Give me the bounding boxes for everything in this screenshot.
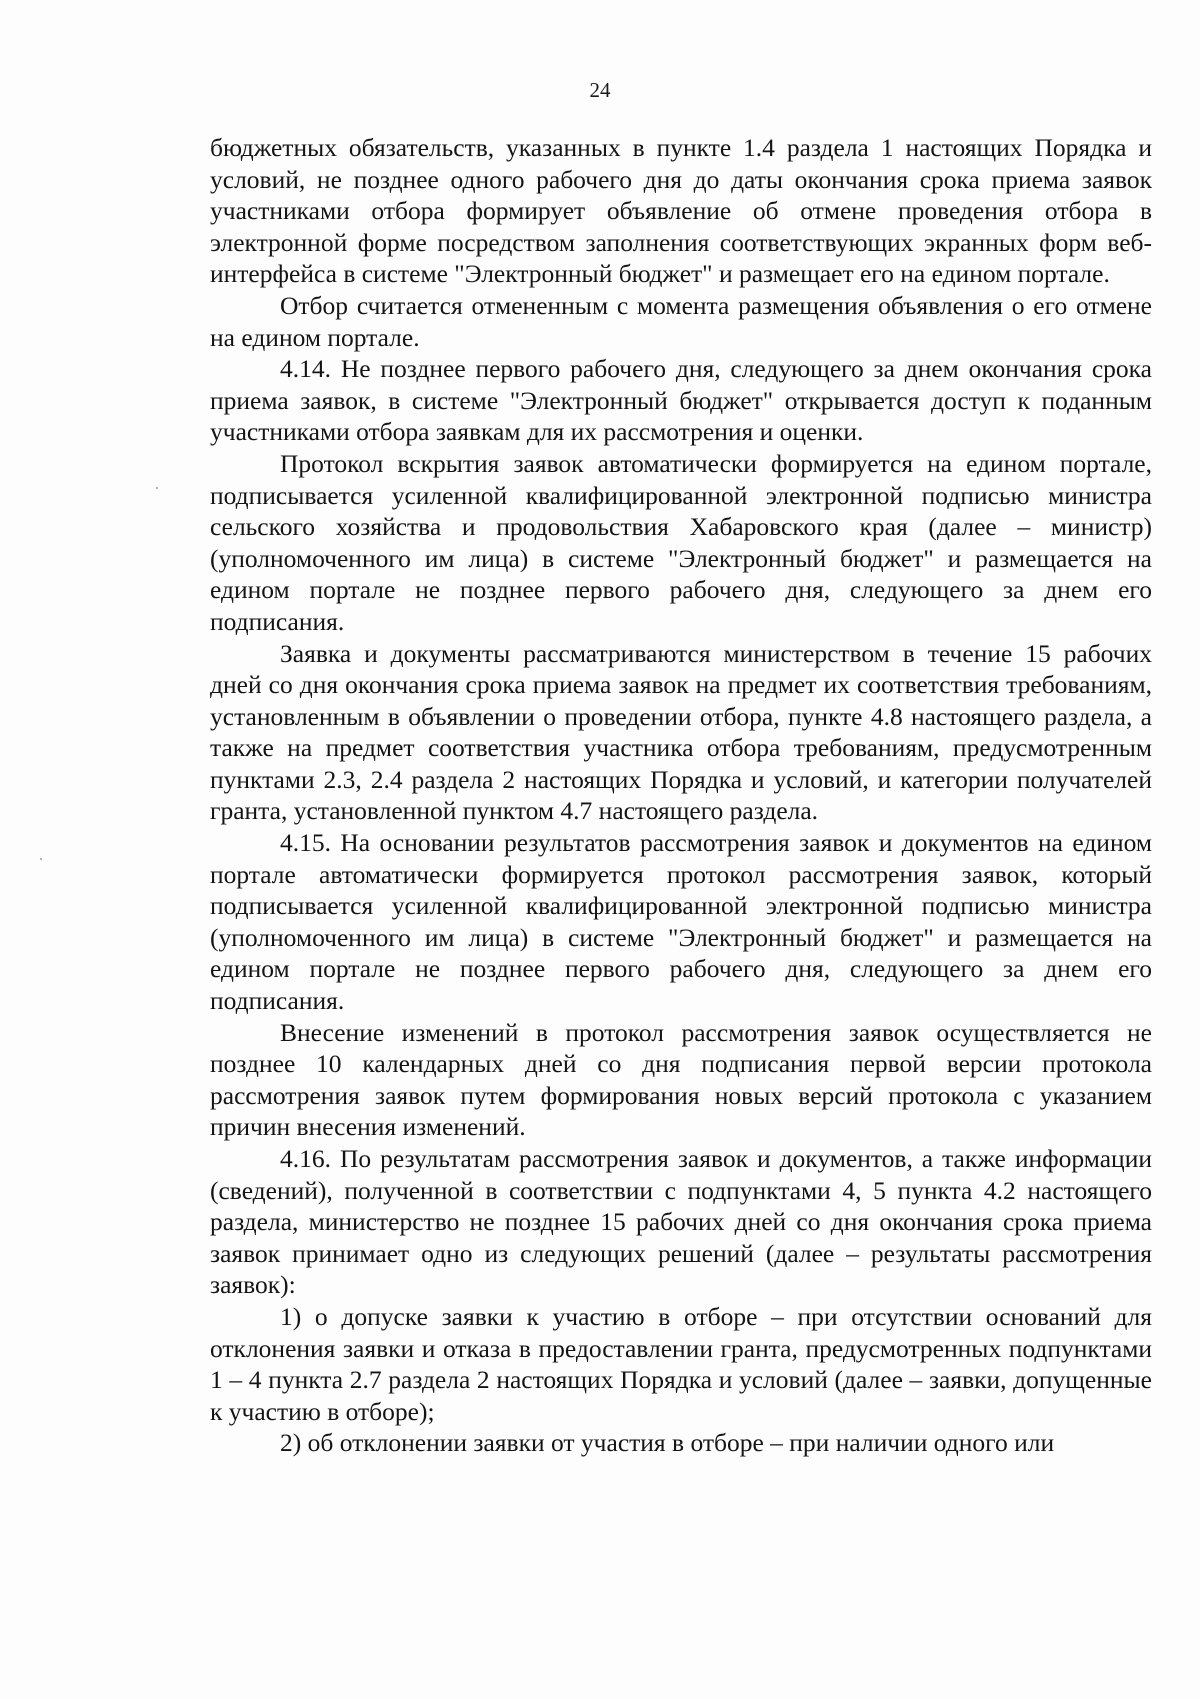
paragraph-review-period: Заявка и документы рассматриваются министерством в течение 15 рабочих дней со дня окончания срока приема заявок на предмет их соответствия требованиям, установленным в объявлении о проведении отбора, пункте 4.8 настоящего раздела, а также на предмет соответствия участника отбора требованиям, предусмотренным пунктами 2.3, 2.4 раздела 2 настоящих Порядка и условий, и категории получателей гранта, установленной пунктом 4.7 настоящего раздела. [210,638,1152,826]
list-item-rejection: 2) об отклонении заявки от участия в отборе – при наличии одного или [280,1428,1055,1458]
document-body [210,132,1152,1459]
page-number: 24 [589,78,611,102]
paragraph-continuation: бюджетных обязательств, указанных в пункте 1.4 раздела 1 настоящих Порядка и условий, не позднее одного рабочего дня до даты окончания срока приема заявок участниками отбора формирует объявление об отмене проведения отбора в электронной форме посредством заполнения соответствующих экранных форм веб-интерфейса в системе "Электронный бюджет" и размещает его на едином портале. [210,133,1152,289]
paragraph-clause-4-16: 4.16. По результатам рассмотрения заявок и документов, а также информации (сведений), полученной в соответствии с подпунктами 4, 5 пункта 4.2 настоящего раздела, министерство не позднее 15 рабочих дней со дня окончания срока приема заявок принимает одно из следующих решений (далее – результаты рассмотрения заявок): [210,1144,1152,1300]
scan-artifact [156,487,158,489]
paragraph-opening-protocol: Протокол вскрытия заявок автоматически формируется на едином портале, подписывается усиленной квалифицированной электронной подписью министра сельского хозяйства и продовольствия Хабаровского края (далее – министр) (уполномоченного им лица) в системе "Электронный бюджет" и размещается на едином портале не позднее первого рабочего дня, следующего за днем его подписания. [210,448,1152,636]
list-item-admission: 1) о допуске заявки к участию в отборе – при отсутствии оснований для отклонения заявки и отказа в предоставлении гранта, предусмотренных подпунктами 1 – 4 пункта 2.7 раздела 2 настоящих Порядка и условий (далее – заявки, допущенные к участию в отборе); [210,1301,1152,1426]
paragraph-clause-4-15: 4.15. На основании результатов рассмотрения заявок и документов на едином портале автоматически формируется протокол рассмотрения заявок, который подписывается усиленной квалифицированной электронной подписью министра (уполномоченного им лица) в системе "Электронный бюджет" и размещается на едином портале не позднее первого рабочего дня, следующего за днем его подписания. [210,828,1152,1016]
paragraph-clause-4-14: 4.14. Не позднее первого рабочего дня, следующего за днем окончания срока приема заявок, в системе "Электронный бюджет" открывается доступ к поданным участниками отбора заявкам для их рассмотрения и оценки. [210,354,1152,447]
paragraph-protocol-changes: Внесение изменений в протокол рассмотрения заявок осуществляется не позднее 10 календарных дней со дня подписания первой версии протокола рассмотрения заявок путем формирования новых версий протокола с указанием причин внесения изменений. [210,1017,1152,1142]
paragraph-selection-cancelled: Отбор считается отмененным с момента размещения объявления о его отмене на едином портале. [210,290,1152,352]
scan-artifact [40,858,42,860]
